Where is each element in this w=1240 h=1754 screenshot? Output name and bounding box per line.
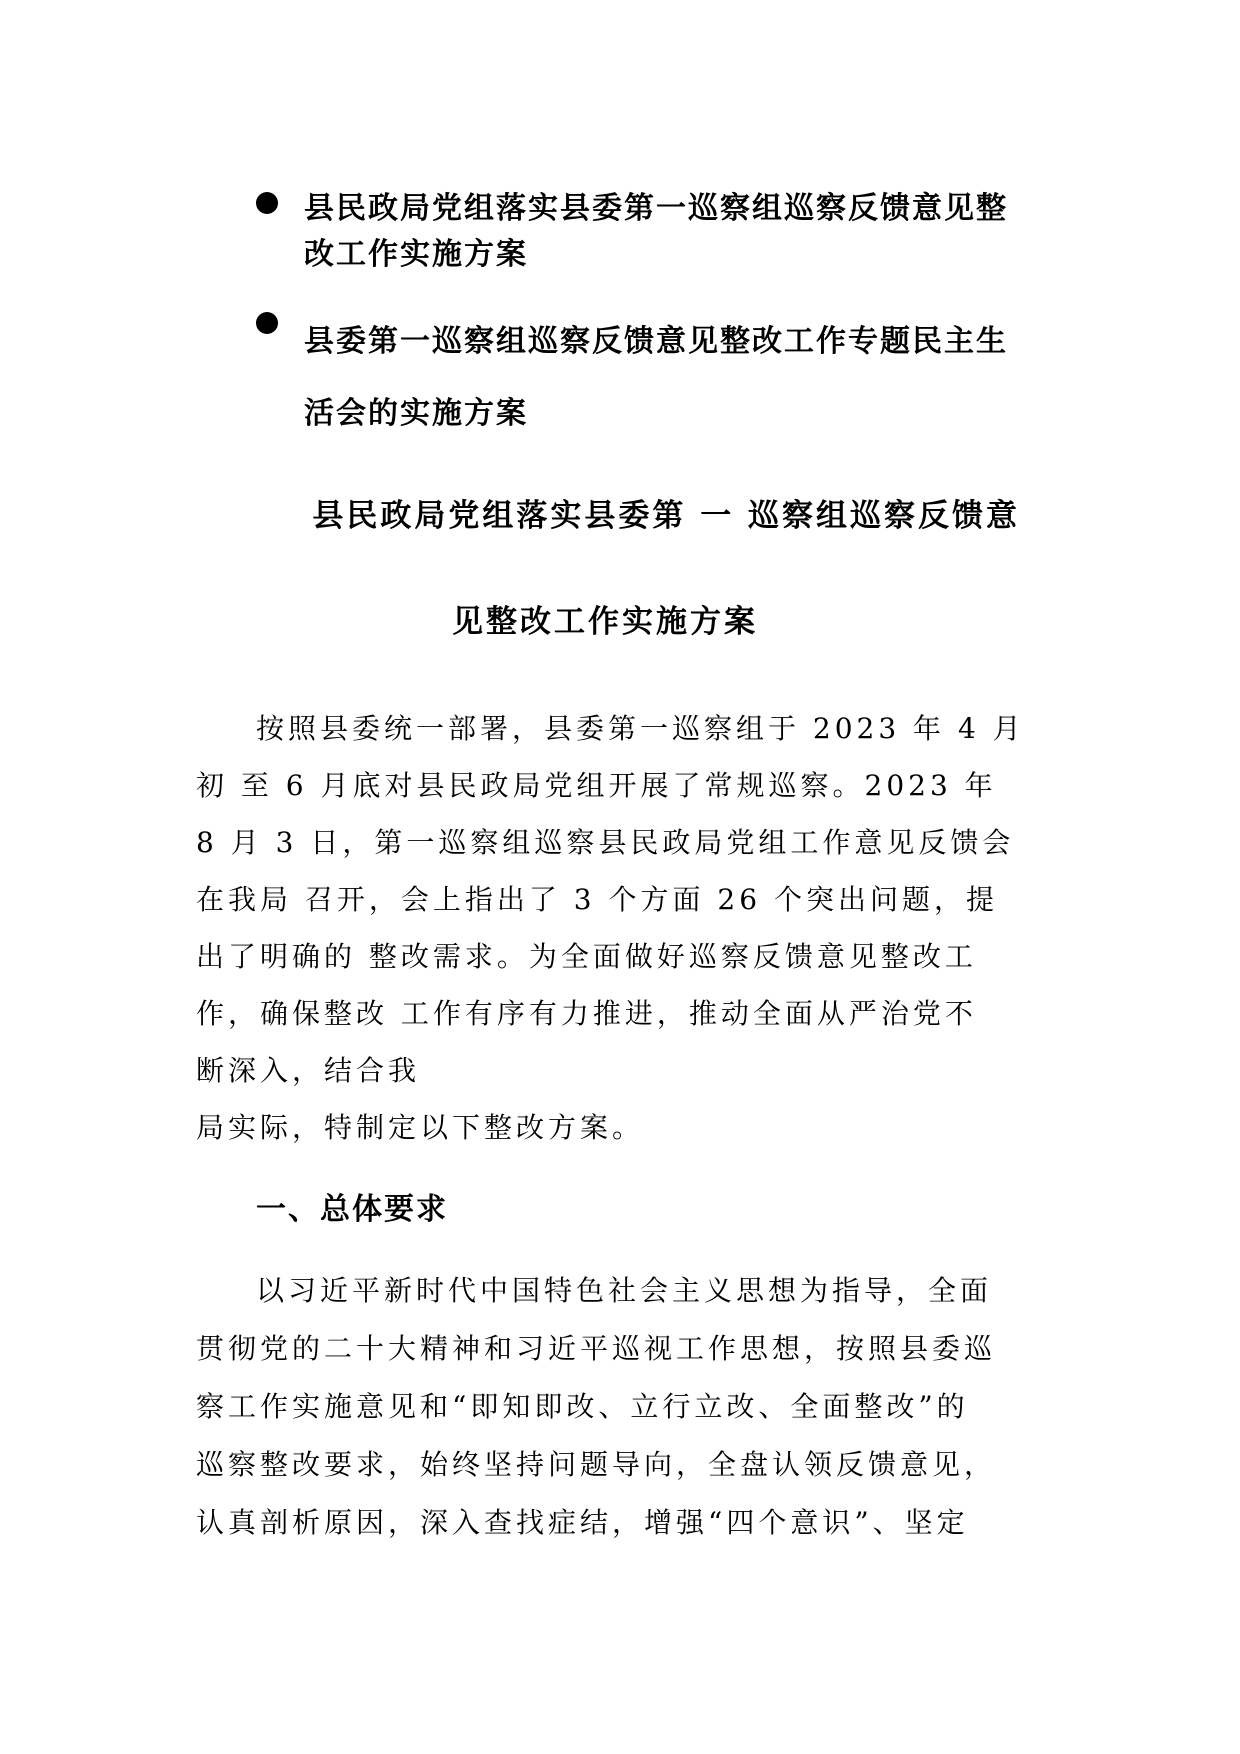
paragraph-line: 断深入，结合我 <box>196 1054 421 1087</box>
section-heading: 一、总体要求 <box>256 1192 448 1227</box>
section-paragraph <box>196 1262 1036 1552</box>
paragraph-line: 按照县委统一部署，县委第一巡察组于 2023 年 4 月 <box>256 712 1025 745</box>
paragraph-line: 初 至 6 月底对县民政局党组开展了常规巡察。2023 年 <box>196 769 997 802</box>
paragraph-line: 作，确保整改 工作有序有力推进，推动全面从严治党不 <box>196 997 977 1030</box>
paragraph-line: 贯彻党的二十大精神和习近平巡视工作思想，按照县委巡 <box>196 1332 997 1365</box>
toc-item-line: 活会的实施方案 <box>304 396 528 431</box>
toc-list <box>256 186 1036 450</box>
paragraph-line: 在我局 召开，会上指出了 3 个方面 26 个突出问题，提 <box>196 883 998 916</box>
toc-item <box>256 186 1036 278</box>
document-title-line: 县民政局党组落实县委第 一 巡察组巡察反馈意 <box>312 498 1020 534</box>
bullet-icon <box>256 192 278 214</box>
paragraph-line: 察工作实施意见和“即知即改、立行立改、全面整改”的 <box>196 1390 969 1423</box>
paragraph-line: 以习近平新时代中国特色社会主义思想为指导，全面 <box>256 1274 993 1307</box>
paragraph-line: 巡察整改要求，始终坚持问题导向，全盘认领反馈意见， <box>196 1448 997 1481</box>
bullet-icon <box>256 312 278 334</box>
paragraph-line: 局实际，特制定以下整改方案。 <box>196 1111 645 1144</box>
toc-item-line: 县委第一巡察组巡察反馈意见整改工作专题民主生 <box>304 324 1008 359</box>
toc-item <box>256 306 1036 450</box>
paragraph-line: 认真剖析原因，深入查找症结，增强“四个意识”、坚定 <box>196 1506 969 1539</box>
toc-item-line: 县民政局党组落实县委第一巡察组巡察反馈意见整 <box>304 191 1008 226</box>
paragraph-line: 8 月 3 日，第一巡察组巡察县民政局党组工作意见反馈会 <box>196 826 1015 859</box>
toc-item-line: 改工作实施方案 <box>304 237 528 272</box>
document-title-line: 见整改工作实施方案 <box>452 604 758 640</box>
paragraph-line: 出了明确的 整改需求。为全面做好巡察反馈意见整改工 <box>196 940 977 973</box>
intro-paragraph <box>196 700 1036 1156</box>
